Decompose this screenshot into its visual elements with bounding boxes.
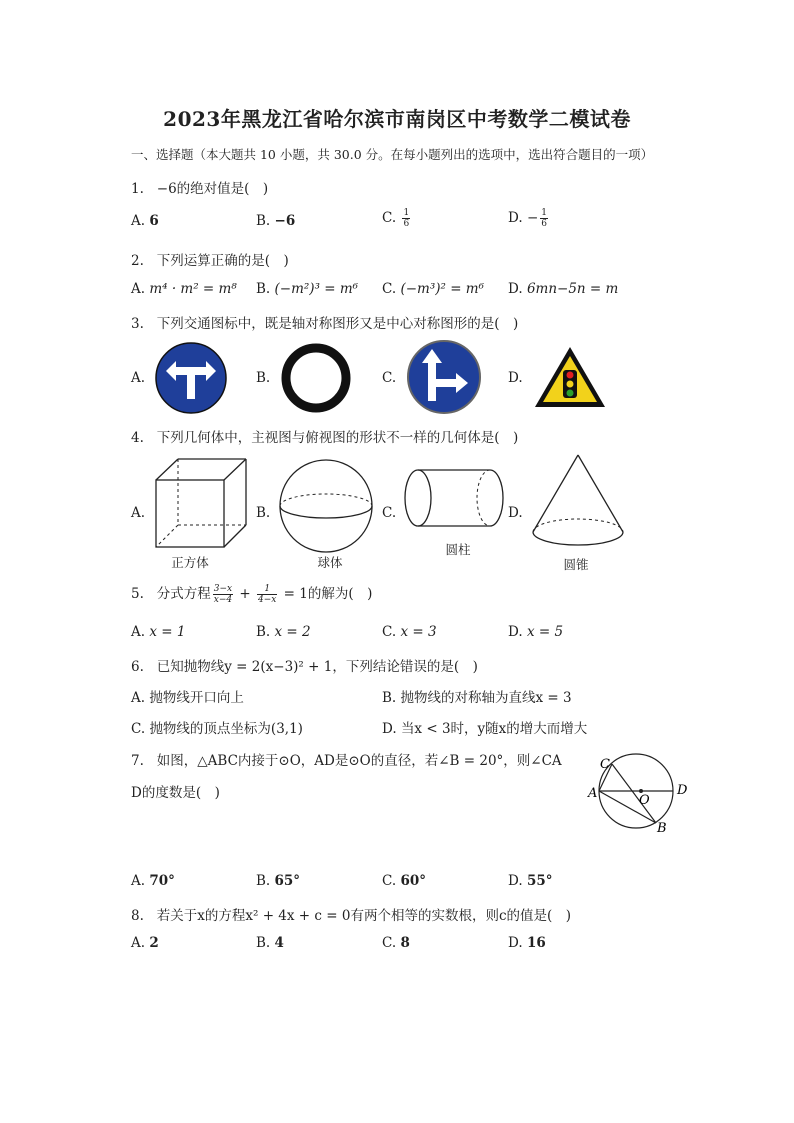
q2-option-b[interactable]: B. (−m²)³ = m⁶ xyxy=(256,281,359,297)
q1-option-c[interactable] xyxy=(382,208,412,229)
option-value: −6 xyxy=(274,213,296,229)
point-b-label: B xyxy=(657,821,667,836)
q1-option-a[interactable] xyxy=(131,213,159,229)
turn-left-right-sign-icon xyxy=(154,341,228,415)
option-value: (−m²)³ = m⁶ xyxy=(274,281,359,297)
q7-option-d[interactable]: D. 55° xyxy=(508,873,553,889)
q8-option-d[interactable]: D. 16 xyxy=(508,935,546,951)
plus-sign: + xyxy=(239,586,251,602)
page-title: 2023年黑龙江省哈尔滨市南岗区中考数学二模试卷 xyxy=(163,107,631,131)
q6-option-a[interactable]: A. 抛物线开口向上 xyxy=(131,690,244,706)
question-number: 5. xyxy=(131,586,144,602)
section-header: 一、选择题（本大题共 10 小题，共 30.0 分。在每小题列出的选项中，选出符合题目的一项） xyxy=(131,147,654,162)
q1-option-b[interactable] xyxy=(256,213,295,229)
point-o-label: O xyxy=(639,793,650,808)
q7-option-b[interactable]: B. 65° xyxy=(256,873,301,889)
question-stem: 已知抛物线y = 2(x−3)² + 1，下列结论错误的是( ) xyxy=(156,659,478,675)
q1-option-d[interactable] xyxy=(508,208,550,229)
q4-option-b[interactable]: B. xyxy=(256,505,271,521)
option-label: D. xyxy=(508,210,523,226)
traffic-light-warning-sign-icon xyxy=(532,344,608,410)
q8-option-b[interactable]: B. 4 xyxy=(256,935,284,951)
question-number: 3. xyxy=(131,316,144,332)
option-value: 抛物线的对称轴为直线x = 3 xyxy=(400,690,572,706)
cone-figure xyxy=(530,452,626,550)
straight-or-right-sign-icon xyxy=(406,339,482,415)
question-stem-post: = 1的解为( ) xyxy=(283,586,373,602)
question-7-cont xyxy=(131,781,220,801)
option-value: 2 xyxy=(149,935,159,951)
question-stem-pre: 分式方程 xyxy=(156,586,211,602)
option-value: x = 2 xyxy=(274,624,311,640)
option-label: B. xyxy=(256,213,271,229)
ring-sign-icon xyxy=(280,342,352,414)
option-value: (−m³)² = m⁶ xyxy=(400,281,485,297)
option-value: 8 xyxy=(400,935,410,951)
question-3 xyxy=(131,312,518,332)
option-value: 60° xyxy=(400,873,426,889)
option-value: 当x < 3时，y随x的增大而增大 xyxy=(400,721,588,737)
q8-option-a[interactable]: A. 2 xyxy=(131,935,159,951)
question-stem-line-1: 如图，△ABC内接于⊙O，AD是⊙O的直径，若∠B = 20°，则∠CA xyxy=(156,753,562,769)
option-label: A. xyxy=(131,213,146,229)
point-a-label: A xyxy=(588,786,598,801)
question-number: 2. xyxy=(131,253,144,269)
fraction: $\frac{1}{6}$ xyxy=(403,208,410,229)
q5-option-a[interactable]: A. x = 1 xyxy=(131,624,186,640)
q6-option-c[interactable]: C. 抛物线的顶点坐标为(3,1) xyxy=(131,721,303,737)
option-value: x = 3 xyxy=(400,624,437,640)
q7-option-a[interactable]: A. 70° xyxy=(131,873,175,889)
q3-option-b[interactable]: B. xyxy=(256,370,271,386)
q3-option-c[interactable]: C. xyxy=(382,370,397,386)
option-value: 6 xyxy=(149,213,159,229)
q8-option-c[interactable]: C. 8 xyxy=(382,935,410,951)
question-number: 7. xyxy=(131,753,144,769)
option-value: 65° xyxy=(274,873,301,889)
question-4 xyxy=(131,426,518,446)
cube-caption: 正方体 xyxy=(171,555,209,570)
question-6 xyxy=(131,655,478,675)
option-value: x = 1 xyxy=(149,624,186,640)
question-stem: −6的绝对值是( ) xyxy=(156,181,269,197)
option-label: C. xyxy=(382,210,397,226)
sphere-figure xyxy=(278,458,374,554)
q5-option-b[interactable]: B. x = 2 xyxy=(256,624,311,640)
q2-option-c[interactable]: C. (−m³)² = m⁶ xyxy=(382,281,485,297)
option-value: 55° xyxy=(526,873,553,889)
q4-option-a[interactable]: A. xyxy=(131,505,146,521)
circle-geometry-figure xyxy=(586,752,696,836)
question-7 xyxy=(131,749,562,769)
q3-option-d[interactable]: D. xyxy=(508,370,523,386)
question-stem: 若关于x的方程x² + 4x + c = 0有两个相等的实数根，则c的值是( ) xyxy=(156,908,572,924)
q4-option-c[interactable]: C. xyxy=(382,505,397,521)
cylinder-caption: 圆柱 xyxy=(445,542,471,557)
fraction-2: $\frac{1}{4-x}$ xyxy=(258,584,277,605)
question-number: 4. xyxy=(131,430,144,446)
minus-sign: − xyxy=(526,210,539,226)
q2-option-a[interactable]: A. m⁴ · m² = m⁸ xyxy=(131,281,237,297)
question-number: 6. xyxy=(131,659,144,675)
option-value: 4 xyxy=(274,935,284,951)
q6-option-b[interactable]: B. 抛物线的对称轴为直线x = 3 xyxy=(382,690,572,706)
option-value: 70° xyxy=(149,873,175,889)
option-value: 抛物线的顶点坐标为(3,1) xyxy=(149,721,303,737)
q5-option-d[interactable]: D. x = 5 xyxy=(508,624,564,640)
point-c-label: C xyxy=(600,757,610,772)
question-2 xyxy=(131,249,289,269)
question-stem: 下列几何体中，主视图与俯视图的形状不一样的几何体是( ) xyxy=(156,430,519,446)
question-stem-line-2: D的度数是( ) xyxy=(131,785,220,801)
question-stem: 下列运算正确的是( ) xyxy=(156,253,289,269)
question-stem: 下列交通图标中，既是轴对称图形又是中心对称图形的是( ) xyxy=(156,316,519,332)
q3-option-a[interactable]: A. xyxy=(131,370,146,386)
q4-option-d[interactable]: D. xyxy=(508,505,523,521)
q5-option-c[interactable]: C. x = 3 xyxy=(382,624,437,640)
question-8 xyxy=(131,904,571,924)
question-number: 1. xyxy=(131,181,144,197)
option-value: 6mn−5n = m xyxy=(526,281,619,297)
question-number: 8. xyxy=(131,908,144,924)
q6-option-d[interactable]: D. 当x < 3时，y随x的增大而增大 xyxy=(382,721,588,737)
cone-caption: 圆锥 xyxy=(563,557,589,572)
option-value: x = 5 xyxy=(526,624,564,640)
fraction-1: $\frac{3-x}{x-4}$ xyxy=(213,584,233,605)
sphere-caption: 球体 xyxy=(317,555,343,570)
option-value: 抛物线开口向上 xyxy=(149,690,244,706)
fraction: $\frac{1}{6}$ xyxy=(541,208,547,229)
cube-figure xyxy=(150,455,250,550)
question-1 xyxy=(131,177,268,197)
q2-option-d[interactable]: D. 6mn−5n = m xyxy=(508,281,619,297)
point-d-label: D xyxy=(677,783,688,798)
cylinder-figure xyxy=(403,466,505,530)
option-value: 16 xyxy=(526,935,546,951)
q7-option-c[interactable]: C. 60° xyxy=(382,873,426,889)
question-5 xyxy=(131,582,372,605)
option-value: m⁴ · m² = m⁸ xyxy=(149,281,237,297)
